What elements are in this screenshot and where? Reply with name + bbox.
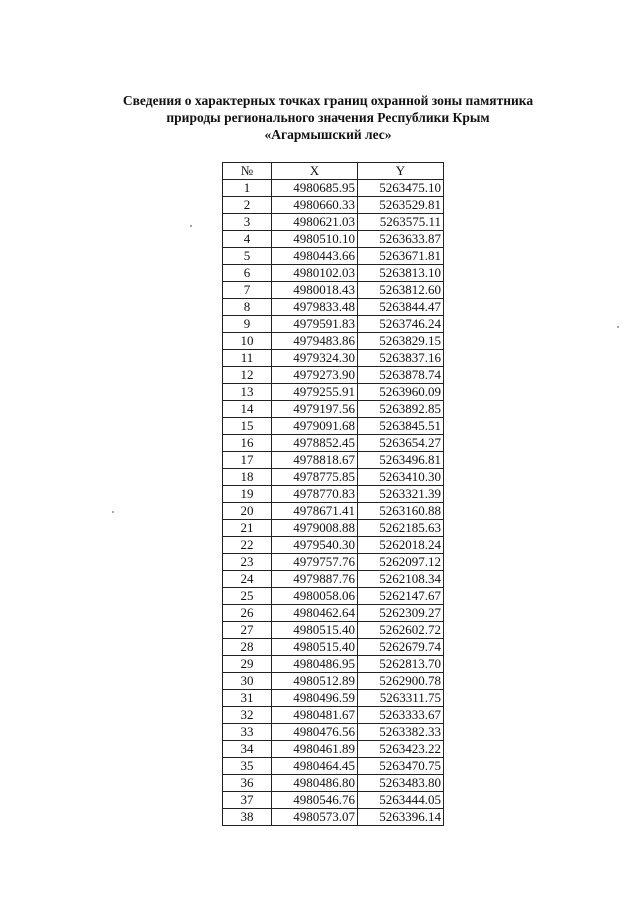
cell-y: 5263575.11 — [358, 214, 444, 231]
table-row — [223, 792, 444, 809]
cell-x: 4979833.48 — [272, 299, 358, 316]
cell-x: 4980510.10 — [272, 231, 358, 248]
cell-y: 5263845.51 — [358, 418, 444, 435]
cell-number: 32 — [223, 707, 272, 724]
cell-number: 37 — [223, 792, 272, 809]
cell-number: 22 — [223, 537, 272, 554]
table-row — [223, 282, 444, 299]
cell-number: 33 — [223, 724, 272, 741]
cell-number: 12 — [223, 367, 272, 384]
cell-number: 10 — [223, 333, 272, 350]
table-row — [223, 214, 444, 231]
cell-number: 2 — [223, 197, 272, 214]
cell-y: 5263410.30 — [358, 469, 444, 486]
cell-x: 4979008.88 — [272, 520, 358, 537]
cell-y: 5263844.47 — [358, 299, 444, 316]
cell-x: 4980496.59 — [272, 690, 358, 707]
table-row — [223, 690, 444, 707]
table-row — [223, 367, 444, 384]
cell-number: 1 — [223, 180, 272, 197]
cell-x: 4980621.03 — [272, 214, 358, 231]
cell-y: 5263654.27 — [358, 435, 444, 452]
cell-number: 31 — [223, 690, 272, 707]
cell-y: 5263160.88 — [358, 503, 444, 520]
cell-number: 20 — [223, 503, 272, 520]
cell-x: 4980102.03 — [272, 265, 358, 282]
cell-x: 4980443.66 — [272, 248, 358, 265]
table-row — [223, 554, 444, 571]
cell-y: 5263813.10 — [358, 265, 444, 282]
cell-y: 5263671.81 — [358, 248, 444, 265]
cell-y: 5263396.14 — [358, 809, 444, 826]
cell-y: 5263746.24 — [358, 316, 444, 333]
cell-x: 4980685.95 — [272, 180, 358, 197]
table-row — [223, 350, 444, 367]
table-row — [223, 758, 444, 775]
cell-y: 5263475.10 — [358, 180, 444, 197]
table-row — [223, 231, 444, 248]
cell-y: 5263837.16 — [358, 350, 444, 367]
cell-y: 5263496.81 — [358, 452, 444, 469]
document-title — [0, 92, 640, 143]
table-row — [223, 384, 444, 401]
table-row — [223, 316, 444, 333]
cell-x: 4980476.56 — [272, 724, 358, 741]
cell-y: 5262813.70 — [358, 656, 444, 673]
cell-x: 4979540.30 — [272, 537, 358, 554]
cell-x: 4980573.07 — [272, 809, 358, 826]
table-row — [223, 673, 444, 690]
cell-x: 4979887.76 — [272, 571, 358, 588]
title-line-1: Сведения о характерных точках границ охранной зоны памятника — [122, 93, 534, 108]
cell-number: 27 — [223, 622, 272, 639]
table-row — [223, 197, 444, 214]
cell-number: 5 — [223, 248, 272, 265]
table-row — [223, 605, 444, 622]
cell-number: 26 — [223, 605, 272, 622]
cell-y: 5262900.78 — [358, 673, 444, 690]
table-row — [223, 265, 444, 282]
cell-x: 4980464.45 — [272, 758, 358, 775]
cell-number: 16 — [223, 435, 272, 452]
cell-x: 4980018.43 — [272, 282, 358, 299]
cell-y: 5263892.85 — [358, 401, 444, 418]
cell-y: 5263812.60 — [358, 282, 444, 299]
table-row — [223, 452, 444, 469]
table-row — [223, 435, 444, 452]
cell-y: 5262018.24 — [358, 537, 444, 554]
cell-number: 34 — [223, 741, 272, 758]
scan-speck — [190, 225, 192, 227]
cell-x: 4980486.95 — [272, 656, 358, 673]
table-row — [223, 656, 444, 673]
cell-x: 4980515.40 — [272, 622, 358, 639]
cell-y: 5263960.09 — [358, 384, 444, 401]
cell-y: 5262309.27 — [358, 605, 444, 622]
table-row — [223, 622, 444, 639]
cell-x: 4980058.06 — [272, 588, 358, 605]
cell-number: 28 — [223, 639, 272, 656]
cell-x: 4979091.68 — [272, 418, 358, 435]
table-row — [223, 299, 444, 316]
cell-x: 4979324.30 — [272, 350, 358, 367]
cell-number: 15 — [223, 418, 272, 435]
cell-number: 14 — [223, 401, 272, 418]
cell-y: 5262097.12 — [358, 554, 444, 571]
table-row — [223, 469, 444, 486]
table-row — [223, 588, 444, 605]
cell-number: 6 — [223, 265, 272, 282]
cell-number: 25 — [223, 588, 272, 605]
cell-x: 4979757.76 — [272, 554, 358, 571]
title-line-2: природы регионального значения Республики Крым — [166, 110, 490, 125]
cell-number: 35 — [223, 758, 272, 775]
cell-number: 4 — [223, 231, 272, 248]
cell-y: 5263878.74 — [358, 367, 444, 384]
table-row — [223, 571, 444, 588]
table-row — [223, 520, 444, 537]
cell-x: 4978775.85 — [272, 469, 358, 486]
cell-y: 5263321.39 — [358, 486, 444, 503]
cell-number: 19 — [223, 486, 272, 503]
cell-x: 4980481.67 — [272, 707, 358, 724]
cell-x: 4979197.56 — [272, 401, 358, 418]
cell-y: 5263529.81 — [358, 197, 444, 214]
table-row — [223, 333, 444, 350]
cell-number: 29 — [223, 656, 272, 673]
cell-number: 36 — [223, 775, 272, 792]
cell-x: 4979483.86 — [272, 333, 358, 350]
scan-speck — [617, 326, 619, 328]
cell-y: 5263483.80 — [358, 775, 444, 792]
cell-x: 4978852.45 — [272, 435, 358, 452]
cell-number: 8 — [223, 299, 272, 316]
cell-x: 4979255.91 — [272, 384, 358, 401]
coordinates-table — [222, 162, 444, 826]
table-row — [223, 639, 444, 656]
scan-speck — [112, 511, 114, 513]
cell-x: 4980461.89 — [272, 741, 358, 758]
cell-y: 5262185.63 — [358, 520, 444, 537]
table-row — [223, 537, 444, 554]
cell-number: 23 — [223, 554, 272, 571]
cell-number: 9 — [223, 316, 272, 333]
cell-number: 11 — [223, 350, 272, 367]
cell-x: 4978671.41 — [272, 503, 358, 520]
cell-x: 4980486.80 — [272, 775, 358, 792]
cell-number: 7 — [223, 282, 272, 299]
cell-number: 21 — [223, 520, 272, 537]
title-line-3: «Агармышский лес» — [264, 127, 392, 142]
cell-y: 5262602.72 — [358, 622, 444, 639]
cell-x: 4980660.33 — [272, 197, 358, 214]
cell-y: 5262679.74 — [358, 639, 444, 656]
cell-number: 3 — [223, 214, 272, 231]
cell-x: 4980515.40 — [272, 639, 358, 656]
cell-y: 5262108.34 — [358, 571, 444, 588]
cell-y: 5263333.67 — [358, 707, 444, 724]
cell-y: 5263444.05 — [358, 792, 444, 809]
cell-x: 4979591.83 — [272, 316, 358, 333]
header-number: № — [223, 163, 272, 180]
cell-x: 4980512.89 — [272, 673, 358, 690]
cell-y: 5263423.22 — [358, 741, 444, 758]
cell-number: 18 — [223, 469, 272, 486]
table-row — [223, 809, 444, 826]
cell-number: 38 — [223, 809, 272, 826]
table-body — [223, 180, 444, 826]
table-row — [223, 775, 444, 792]
table-row — [223, 724, 444, 741]
cell-x: 4980546.76 — [272, 792, 358, 809]
cell-y: 5263633.87 — [358, 231, 444, 248]
table-row — [223, 180, 444, 197]
cell-number: 13 — [223, 384, 272, 401]
cell-number: 24 — [223, 571, 272, 588]
cell-y: 5263382.33 — [358, 724, 444, 741]
cell-y: 5262147.67 — [358, 588, 444, 605]
cell-number: 17 — [223, 452, 272, 469]
table-row — [223, 248, 444, 265]
table-header-row — [223, 163, 444, 180]
cell-y: 5263311.75 — [358, 690, 444, 707]
table-row — [223, 741, 444, 758]
cell-x: 4980462.64 — [272, 605, 358, 622]
cell-number: 30 — [223, 673, 272, 690]
table-row — [223, 486, 444, 503]
cell-y: 5263829.15 — [358, 333, 444, 350]
header-y: Y — [358, 163, 444, 180]
cell-x: 4978818.67 — [272, 452, 358, 469]
table-row — [223, 401, 444, 418]
table-row — [223, 418, 444, 435]
cell-y: 5263470.75 — [358, 758, 444, 775]
table-row — [223, 707, 444, 724]
cell-x: 4978770.83 — [272, 486, 358, 503]
table-row — [223, 503, 444, 520]
header-x: X — [272, 163, 358, 180]
cell-x: 4979273.90 — [272, 367, 358, 384]
